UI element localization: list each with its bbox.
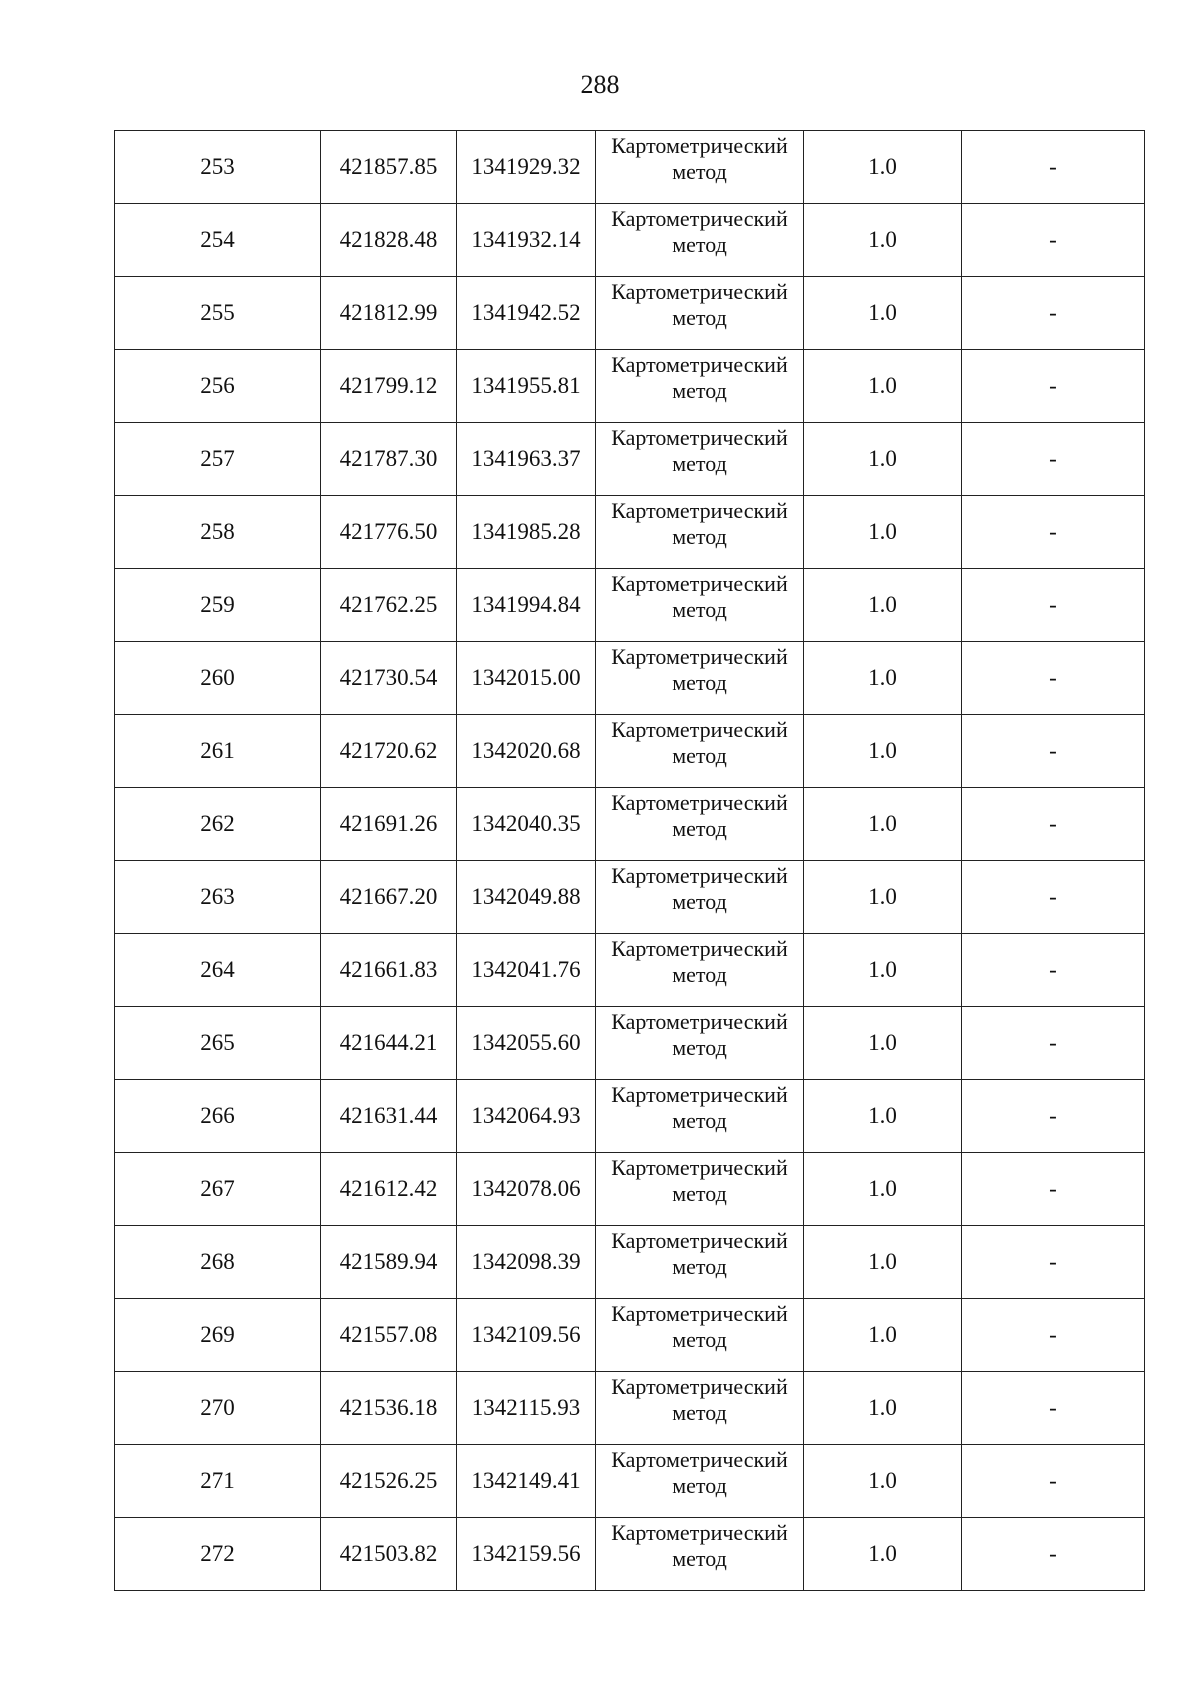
- table-row: [115, 1445, 1145, 1518]
- method-line-1: Картометрический: [611, 644, 788, 669]
- method-line-2: метод: [672, 1035, 727, 1060]
- note-cell: -: [962, 1007, 1145, 1080]
- y-coordinate-cell: 1341942.52: [457, 277, 596, 350]
- table-row: [115, 642, 1145, 715]
- point-number-cell: 261: [115, 715, 321, 788]
- method-line-1: Картометрический: [611, 1520, 788, 1545]
- y-coordinate-cell: 1342064.93: [457, 1080, 596, 1153]
- method-line-2: метод: [672, 378, 727, 403]
- note-cell: -: [962, 1226, 1145, 1299]
- coordinates-table-body: [115, 131, 1145, 1591]
- method-line-1: Картометрический: [611, 1228, 788, 1253]
- method-cell: [596, 642, 804, 715]
- y-coordinate-cell: 1342020.68: [457, 715, 596, 788]
- method-line-2: метод: [672, 1327, 727, 1352]
- y-coordinate-cell: 1342078.06: [457, 1153, 596, 1226]
- accuracy-cell: 1.0: [804, 131, 962, 204]
- note-cell: -: [962, 1080, 1145, 1153]
- accuracy-cell: 1.0: [804, 1372, 962, 1445]
- note-cell: -: [962, 350, 1145, 423]
- point-number-cell: 253: [115, 131, 321, 204]
- x-coordinate-cell: 421589.94: [321, 1226, 457, 1299]
- accuracy-cell: 1.0: [804, 204, 962, 277]
- coordinates-table: [114, 130, 1145, 1591]
- accuracy-cell: 1.0: [804, 1080, 962, 1153]
- x-coordinate-cell: 421526.25: [321, 1445, 457, 1518]
- method-cell: [596, 1518, 804, 1591]
- method-line-2: метод: [672, 524, 727, 549]
- page-number: 288: [580, 70, 620, 99]
- method-line-2: метод: [672, 1254, 727, 1279]
- y-coordinate-cell: 1341955.81: [457, 350, 596, 423]
- method-line-2: метод: [672, 1108, 727, 1133]
- table-row: [115, 1153, 1145, 1226]
- method-cell: [596, 788, 804, 861]
- accuracy-cell: 1.0: [804, 350, 962, 423]
- method-cell: [596, 1372, 804, 1445]
- method-cell: [596, 1007, 804, 1080]
- accuracy-cell: 1.0: [804, 496, 962, 569]
- table-row: [115, 569, 1145, 642]
- method-line-1: Картометрический: [611, 863, 788, 888]
- method-line-1: Картометрический: [611, 133, 788, 158]
- note-cell: -: [962, 204, 1145, 277]
- method-line-2: метод: [672, 889, 727, 914]
- note-cell: -: [962, 423, 1145, 496]
- point-number-cell: 269: [115, 1299, 321, 1372]
- method-cell: [596, 1445, 804, 1518]
- accuracy-cell: 1.0: [804, 934, 962, 1007]
- method-line-1: Картометрический: [611, 790, 788, 815]
- table-row: [115, 1007, 1145, 1080]
- y-coordinate-cell: 1342098.39: [457, 1226, 596, 1299]
- point-number-cell: 271: [115, 1445, 321, 1518]
- x-coordinate-cell: 421631.44: [321, 1080, 457, 1153]
- method-line-1: Картометрический: [611, 352, 788, 377]
- accuracy-cell: 1.0: [804, 642, 962, 715]
- method-line-1: Картометрический: [611, 1301, 788, 1326]
- x-coordinate-cell: 421557.08: [321, 1299, 457, 1372]
- method-cell: [596, 131, 804, 204]
- accuracy-cell: 1.0: [804, 715, 962, 788]
- accuracy-cell: 1.0: [804, 1153, 962, 1226]
- point-number-cell: 267: [115, 1153, 321, 1226]
- x-coordinate-cell: 421857.85: [321, 131, 457, 204]
- y-coordinate-cell: 1341929.32: [457, 131, 596, 204]
- method-line-1: Картометрический: [611, 936, 788, 961]
- y-coordinate-cell: 1342015.00: [457, 642, 596, 715]
- point-number-cell: 266: [115, 1080, 321, 1153]
- method-cell: [596, 204, 804, 277]
- y-coordinate-cell: 1342040.35: [457, 788, 596, 861]
- x-coordinate-cell: 421812.99: [321, 277, 457, 350]
- accuracy-cell: 1.0: [804, 1226, 962, 1299]
- method-cell: [596, 423, 804, 496]
- method-cell: [596, 934, 804, 1007]
- method-cell: [596, 715, 804, 788]
- point-number-cell: 262: [115, 788, 321, 861]
- x-coordinate-cell: 421667.20: [321, 861, 457, 934]
- method-line-2: метод: [672, 1400, 727, 1425]
- method-line-2: метод: [672, 1473, 727, 1498]
- note-cell: -: [962, 1372, 1145, 1445]
- point-number-cell: 264: [115, 934, 321, 1007]
- method-cell: [596, 1153, 804, 1226]
- y-coordinate-cell: 1342109.56: [457, 1299, 596, 1372]
- note-cell: -: [962, 1518, 1145, 1591]
- method-line-1: Картометрический: [611, 1155, 788, 1180]
- table-row: [115, 861, 1145, 934]
- method-line-1: Картометрический: [611, 206, 788, 231]
- point-number-cell: 257: [115, 423, 321, 496]
- accuracy-cell: 1.0: [804, 1445, 962, 1518]
- table-row: [115, 1518, 1145, 1591]
- method-cell: [596, 350, 804, 423]
- table-row: [115, 1299, 1145, 1372]
- note-cell: -: [962, 642, 1145, 715]
- method-cell: [596, 277, 804, 350]
- y-coordinate-cell: 1342041.76: [457, 934, 596, 1007]
- table-row: [115, 1372, 1145, 1445]
- accuracy-cell: 1.0: [804, 861, 962, 934]
- method-line-2: метод: [672, 1181, 727, 1206]
- y-coordinate-cell: 1342055.60: [457, 1007, 596, 1080]
- point-number-cell: 254: [115, 204, 321, 277]
- x-coordinate-cell: 421691.26: [321, 788, 457, 861]
- point-number-cell: 270: [115, 1372, 321, 1445]
- table-row: [115, 131, 1145, 204]
- accuracy-cell: 1.0: [804, 1299, 962, 1372]
- method-line-2: метод: [672, 159, 727, 184]
- note-cell: -: [962, 788, 1145, 861]
- note-cell: -: [962, 861, 1145, 934]
- x-coordinate-cell: 421536.18: [321, 1372, 457, 1445]
- method-line-1: Картометрический: [611, 1009, 788, 1034]
- y-coordinate-cell: 1341985.28: [457, 496, 596, 569]
- method-line-1: Картометрический: [611, 1374, 788, 1399]
- method-line-1: Картометрический: [611, 279, 788, 304]
- table-row: [115, 788, 1145, 861]
- method-cell: [596, 496, 804, 569]
- x-coordinate-cell: 421612.42: [321, 1153, 457, 1226]
- table-row: [115, 1080, 1145, 1153]
- table-row: [115, 715, 1145, 788]
- method-line-2: метод: [672, 1546, 727, 1571]
- y-coordinate-cell: 1341963.37: [457, 423, 596, 496]
- accuracy-cell: 1.0: [804, 569, 962, 642]
- method-line-1: Картометрический: [611, 1447, 788, 1472]
- note-cell: -: [962, 1445, 1145, 1518]
- table-row: [115, 934, 1145, 1007]
- x-coordinate-cell: 421661.83: [321, 934, 457, 1007]
- point-number-cell: 260: [115, 642, 321, 715]
- point-number-cell: 258: [115, 496, 321, 569]
- method-line-2: метод: [672, 232, 727, 257]
- y-coordinate-cell: 1342049.88: [457, 861, 596, 934]
- method-cell: [596, 1299, 804, 1372]
- method-line-1: Картометрический: [611, 717, 788, 742]
- note-cell: -: [962, 1153, 1145, 1226]
- note-cell: -: [962, 131, 1145, 204]
- note-cell: -: [962, 1299, 1145, 1372]
- note-cell: -: [962, 569, 1145, 642]
- accuracy-cell: 1.0: [804, 1007, 962, 1080]
- point-number-cell: 256: [115, 350, 321, 423]
- method-cell: [596, 1226, 804, 1299]
- x-coordinate-cell: 421799.12: [321, 350, 457, 423]
- x-coordinate-cell: 421828.48: [321, 204, 457, 277]
- method-line-1: Картометрический: [611, 1082, 788, 1107]
- method-line-2: метод: [672, 816, 727, 841]
- method-line-1: Картометрический: [611, 571, 788, 596]
- accuracy-cell: 1.0: [804, 788, 962, 861]
- y-coordinate-cell: 1341932.14: [457, 204, 596, 277]
- point-number-cell: 255: [115, 277, 321, 350]
- y-coordinate-cell: 1341994.84: [457, 569, 596, 642]
- x-coordinate-cell: 421720.62: [321, 715, 457, 788]
- note-cell: -: [962, 934, 1145, 1007]
- table-row: [115, 496, 1145, 569]
- method-line-1: Картометрический: [611, 498, 788, 523]
- method-line-2: метод: [672, 451, 727, 476]
- method-cell: [596, 569, 804, 642]
- table-row: [115, 204, 1145, 277]
- note-cell: -: [962, 277, 1145, 350]
- x-coordinate-cell: 421730.54: [321, 642, 457, 715]
- point-number-cell: 263: [115, 861, 321, 934]
- method-cell: [596, 1080, 804, 1153]
- point-number-cell: 265: [115, 1007, 321, 1080]
- y-coordinate-cell: 1342149.41: [457, 1445, 596, 1518]
- point-number-cell: 272: [115, 1518, 321, 1591]
- method-line-2: метод: [672, 670, 727, 695]
- note-cell: -: [962, 715, 1145, 788]
- method-line-2: метод: [672, 962, 727, 987]
- table-row: [115, 350, 1145, 423]
- x-coordinate-cell: 421644.21: [321, 1007, 457, 1080]
- y-coordinate-cell: 1342159.56: [457, 1518, 596, 1591]
- method-line-2: метод: [672, 743, 727, 768]
- method-line-2: метод: [672, 305, 727, 330]
- method-line-1: Картометрический: [611, 425, 788, 450]
- accuracy-cell: 1.0: [804, 423, 962, 496]
- accuracy-cell: 1.0: [804, 277, 962, 350]
- note-cell: -: [962, 496, 1145, 569]
- accuracy-cell: 1.0: [804, 1518, 962, 1591]
- table-row: [115, 1226, 1145, 1299]
- x-coordinate-cell: 421776.50: [321, 496, 457, 569]
- table-row: [115, 423, 1145, 496]
- x-coordinate-cell: 421503.82: [321, 1518, 457, 1591]
- y-coordinate-cell: 1342115.93: [457, 1372, 596, 1445]
- x-coordinate-cell: 421762.25: [321, 569, 457, 642]
- method-cell: [596, 861, 804, 934]
- table-row: [115, 277, 1145, 350]
- point-number-cell: 268: [115, 1226, 321, 1299]
- x-coordinate-cell: 421787.30: [321, 423, 457, 496]
- point-number-cell: 259: [115, 569, 321, 642]
- method-line-2: метод: [672, 597, 727, 622]
